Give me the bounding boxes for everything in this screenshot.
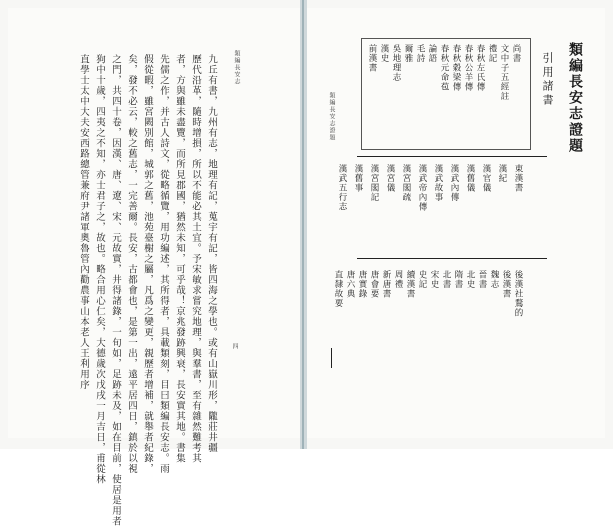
left-page-number: 四: [231, 343, 238, 350]
preface-column-3: 者，方與雖未盡覽，而所見郡國，猶然未知，可乎哉！京兆發跡興衰，長安實其地。書集: [174, 54, 185, 464]
side-note: 類編長安志證題: [328, 92, 335, 141]
book-entry: 論語: [427, 44, 437, 63]
book-entry: 漢武五行志: [337, 164, 347, 212]
book-entry: 禮記: [487, 44, 497, 63]
left-page: [8, 8, 300, 527]
book-entry: 東漢書: [513, 164, 523, 193]
book-entry: 漢宮閣疏: [401, 164, 411, 202]
preface-column-7: 之門，共四十卷，因漢、唐、遼、宋、元故實，井得諸錄，一旬如，足跡未及，如在目前，使居是用者: [110, 54, 121, 527]
preface-column-6: 矣，發不必云，較之舊志，一完善爾。長安，古都會也，是第一出，遠平居四日，鎮於以視: [126, 54, 137, 474]
preface-column-1: 九丘有書，九州有志，地理有記，蒐宇有記，皆四海之學也。或有山嶽川形，隴莊井疆: [206, 54, 217, 453]
book-entry: 爾雅: [403, 44, 413, 63]
book-entry: 漢紀: [497, 164, 507, 183]
book-entry: 晉書: [477, 270, 487, 289]
preface-column-9: 直學士太中大夫安西路總管兼府尹諸軍奧魯管內勸農事山本老人王利用序: [78, 54, 89, 390]
book-entry: 尚書: [511, 44, 521, 63]
book-entry: 漢官儀: [481, 164, 491, 193]
book-entry: 唐六典: [345, 270, 355, 299]
book-gutter: [300, 0, 307, 449]
divider-line: [357, 156, 547, 157]
book-entry: 周禮: [393, 270, 403, 289]
book-entry: 北史: [465, 270, 475, 289]
book-entry: 新唐書: [381, 270, 391, 299]
book-entry: 春秋穀梁傳: [451, 44, 461, 92]
book-entry: 直隸故要: [333, 270, 343, 308]
book-entry: 漢武帝內傳: [417, 164, 427, 212]
divider-line: [331, 348, 332, 368]
book-entry: 春秋元命苞: [439, 44, 449, 92]
divider-line: [357, 258, 547, 259]
book-entry: 春秋左氏傳: [475, 44, 485, 92]
book-entry: 漢宮儀: [385, 164, 395, 193]
book-entry: 漢舊儀: [465, 164, 475, 193]
book-entry: 宋史: [429, 270, 439, 289]
book-entry: 後漢書: [501, 270, 511, 299]
book-entry: 文中子五經註: [499, 44, 509, 101]
book-entry: 魏志: [489, 270, 499, 289]
preface-column-5: 假從暇，雖宮闕別館，城郭之舊，池苑臺榭之屬，凡爲之變更，親歷者增補，就舉者紀錄，: [142, 54, 153, 474]
book-entry: 唐會要: [369, 270, 379, 299]
preface-column-8: 狗中十歲，四夷之不知，亦士君子之，故也。略合用心仁矣，大德歲次戊戌一月吉日，甫從林: [94, 54, 105, 485]
book-entry: 漢舊事: [353, 164, 363, 193]
book-entry: 春秋公羊傳: [463, 44, 473, 92]
book-entry: 漢史: [379, 44, 389, 63]
top-block-frame: [361, 38, 531, 150]
right-page: [307, 8, 605, 438]
book-entry: 北書: [441, 270, 451, 289]
book-entry: 吳地理志: [391, 44, 401, 82]
book-entry: 毛詩: [415, 44, 425, 63]
book-entry: 漢武內傳: [449, 164, 459, 202]
book-entry: 後漢社鶩的: [513, 270, 523, 318]
book-entry: 漢宮閣記: [369, 164, 379, 202]
book-entry: 隋書: [453, 270, 463, 289]
section-title: 類編長安志證題: [567, 42, 583, 154]
book-entry: 漢武故事: [433, 164, 443, 202]
preface-column-2: 歷代沿革，隨時增損，所以不能必其土宜。予宋敏求嘗究地理，與羣書，至有雜然難考其: [190, 54, 201, 464]
book-entry: 續漢書: [405, 270, 415, 299]
section-subtitle: 引用諸書: [541, 52, 554, 108]
book-entry: 唐實錄: [357, 270, 367, 299]
book-entry: 前漢書: [367, 44, 377, 73]
left-page-header: 類編長安志: [233, 50, 240, 85]
book-entry: 史記: [417, 270, 427, 289]
preface-column-4: 先儒之作，并古人詩文，從略循覽，用功編述，其所得者，具載類刻，目曰類編長安志。雨: [158, 54, 169, 474]
